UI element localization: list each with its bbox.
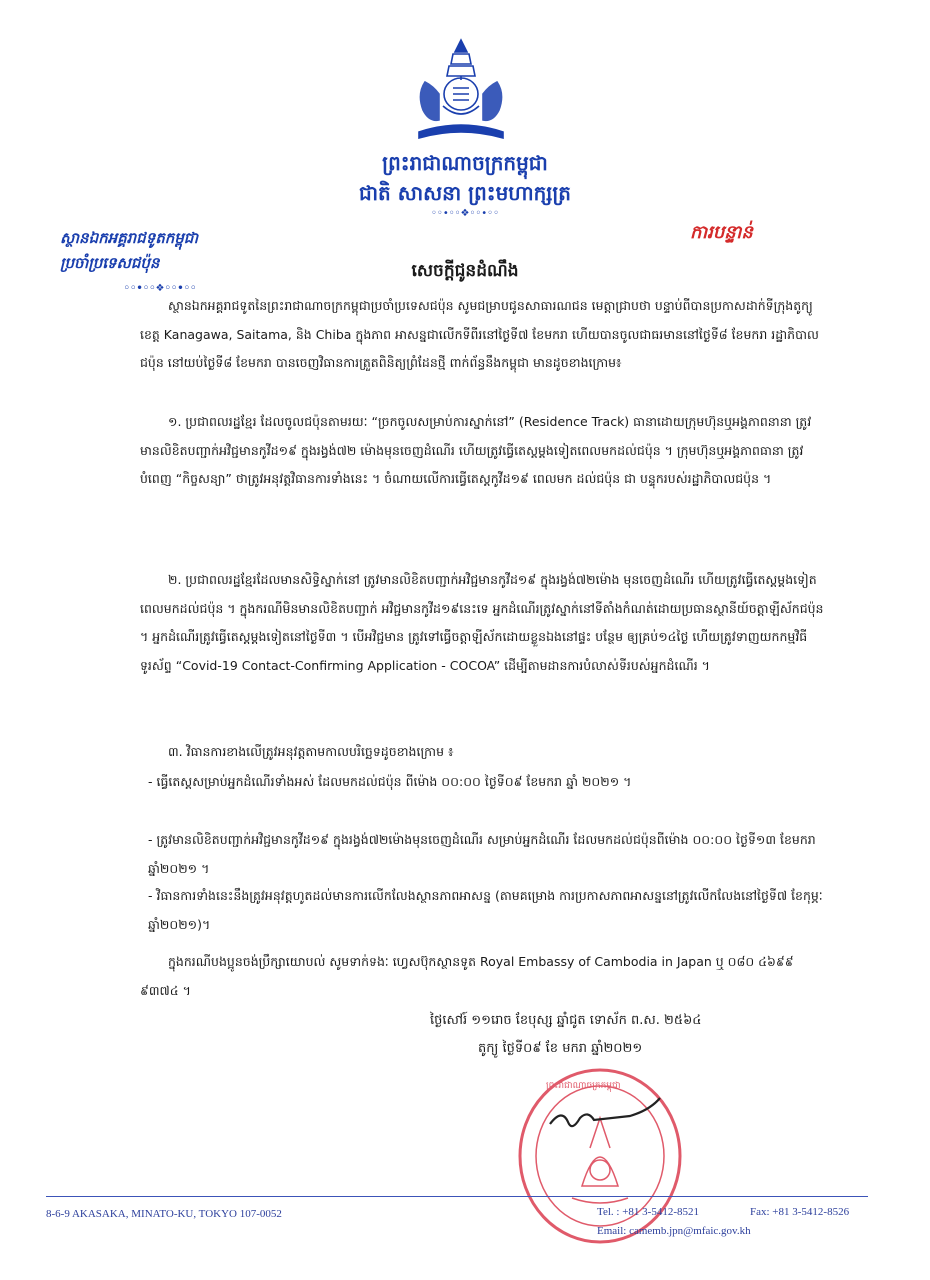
footer-email: Email: camemb.jpn@mfaic.gov.kh	[597, 1225, 751, 1237]
point-2-paragraph: ២. ប្រជាពលរដ្ឋខ្មែរដែលមានសិទ្ធិស្នាក់នៅ ត្រូវមានលិខិតបញ្ជាក់អវិជ្ជមានកូវីដ១៩ ក្នុងរង្វង់៧២ម៉ោង មុនចេញដំណើរ ហើយត្រូវធ្វើតេស្តម្តងទៀតពេលមកដល់ជប៉ុន ។ ក្នុងករណីមិនមានលិខិតបញ្ជាក់ អវិជ្ជមានកូវីដ១៩នេះទេ អ្នកដំណើរត្រូវស្នាក់នៅទីតាំងកំណត់ដោយប្រធានស្ថានីយ៍ចត្តាឡីស័កជប៉ុន ។ អ្នកដំណើរត្រូវធ្វើតេស្តម្តងទៀតនៅថ្ងៃទី៣ ។ បើអវិជ្ជមាន ត្រូវទៅធ្វើចត្តាឡីស័កដោយខ្លួនឯងនៅផ្ទះ បន្ថែម ឲ្យគ្រប់១៤ថ្ងៃ ហើយត្រូវទាញយកកម្មវិធីទូរស័ព្ទ “Covid-19 Contact-Confirming Application - COCOA” ដើម្បីតាមដានការបំលាស់ទីរបស់អ្នកដំណើរ ។	[140, 572, 824, 673]
footer-address: 8-6-9 AKASAKA, MINATO-KU, TOKYO 107-0052	[46, 1208, 282, 1220]
point-3-item-3: - វិធានការទាំងនេះនឹងត្រូវអនុវត្តហូតដល់មានការលើកលែងស្ថានភាពអាសន្ន (តាមគម្រោង ការប្រកាសភាពអាសន្ននៅត្រូវលើកលែងនៅថ្ងៃទី៧ ខែកុម្ភៈ ឆ្នាំ២០២១)។	[148, 888, 823, 932]
point-3-heading: ៣. វិធានការខាងលើត្រូវអនុវត្តតាមកាលបរិច្ឆេទដូចខាងក្រោម ៖	[168, 744, 454, 759]
embassy-seal-icon	[510, 1058, 690, 1248]
sender-name: ស្ថានឯកអគ្គរាជទូតកម្ពុជា	[60, 229, 199, 247]
kingdom-title: ព្រះរាជាណាចក្រកម្ពុជា	[382, 151, 548, 175]
point-3-item-1: - ធ្វើតេស្តសម្រាប់អ្នកដំណើរទាំងអស់ ដែលមកដល់ជប៉ុន ពីម៉ោង ០០:០០ ថ្ងៃទី០៩ ខែមករា ឆ្នាំ ២០២១ ។	[148, 774, 632, 789]
footer-fax: Fax: +81 3-5412-8526	[750, 1206, 850, 1218]
urgent-label: ការបន្ទាន់	[690, 222, 753, 243]
point-3-item-2: - ត្រូវមានលិខិតបញ្ជាក់អវិជ្ជមានកូវីដ១៩ ក្នុងរង្វង់៧២ម៉ោងមុនចេញដំណើរ សម្រាប់អ្នកដំណើរ ដែលមកដល់ជប៉ុនពីម៉ោង ០០:០០ ថ្ងៃទី១៣ ខែមករា ឆ្នាំ២០២១ ។	[148, 832, 816, 876]
contact-paragraph: ក្នុងករណីបងប្អូនចង់ប្រឹក្សាយោបល់ សូមទាក់ទងៈ ហ្វេសប៊ុកស្ថានទូត Royal Embassy of Cambodia in Japan ឬ ០៨០ ៤៦៩៩ ៩៣៧៤ ។	[140, 954, 794, 998]
footer-divider	[46, 1196, 868, 1197]
document-title: សេចក្តីជូនដំណឹង	[411, 261, 519, 281]
point-1-paragraph: ១. ប្រជាពលរដ្ឋខ្មែរ ដែលចូលជប៉ុនតាមរយៈ “ច្រកចូលសម្រាប់ការស្នាក់នៅ” (Residence Track) ធានាដោយក្រុមហ៊ុនឬអង្គភាពនានា ត្រូវមានលិខិតបញ្ជាក់អវិជ្ជមានកូវីដ១៩ ក្នុងរង្វង់៧២ ម៉ោងមុនចេញដំណើរ ហើយត្រូវធ្វើតេស្តម្តងទៀតពេលមកដល់ជប៉ុន ។ ក្រុមហ៊ុនឬអង្គភាពធានា ត្រូវបំពេញ “កិច្ចសន្យា” ថាត្រូវអនុវត្តវិធានការទាំងនេះ ។ ចំណាយលើការធ្វើតេស្តកូវីដ១៩ ពេលមក ដល់ជប៉ុន ជា បន្ទុករបស់រដ្ឋាភិបាលជប៉ុន ។	[140, 414, 812, 486]
header-ornament: ◦◦•◦◦❖◦◦•◦◦	[431, 208, 499, 219]
svg-text:ព្រះរាជាណាចក្រកម្ពុជា: ព្រះរាជាណាចក្រកម្ពុជា	[546, 1081, 621, 1091]
lunar-date: ថ្ងៃសៅរ៍ ១១រោច ខែបុស្ស ឆ្នាំជូត ទោស័ក ព.ស. ២៥៦៤	[430, 1013, 702, 1028]
sender-block	[60, 226, 270, 301]
footer-tel: Tel. : +81 3-5412-8521	[597, 1206, 699, 1218]
sender-ornament: ◦◦•◦◦❖◦◦•◦◦	[123, 283, 197, 294]
place-date: តូក្យូ ថ្ងៃទី០៩ ខែ មករា ឆ្នាំ២០២១	[478, 1041, 643, 1056]
royal-crest-icon	[405, 36, 517, 144]
sender-location: ប្រចាំប្រទេសជប៉ុន	[60, 254, 160, 272]
intro-paragraph: ស្ថានឯកអគ្គរាជទូតនៃព្រះរាជាណាចក្រកម្ពុជាប្រចាំប្រទេសជប៉ុន សូមជម្រាបជូនសាធារណជន មេត្តាជ្រាបថា បន្ទាប់ពីបានប្រកាសដាក់ទីក្រុងតូក្យូ ខេត្ត Kanagawa, Saitama, និង Chiba ក្នុងភាព អាសន្នជាលើកទីពីរនៅថ្ងៃទី៧ ខែមករា ហើយបានចូលជាធរមាននៅថ្ងៃទី៨ ខែមករា រដ្ឋាភិបាលជប៉ុន នៅយប់ថ្ងៃទី៨ ខែមករា បានចេញវិធានការត្រួតពិនិត្យព្រំដែនថ្មី ពាក់ព័ន្ធនឹងកម្ពុជា មានដូចខាងក្រោម៖	[140, 298, 819, 370]
national-motto: ជាតិ សាសនា ព្រះមហាក្សត្រ	[359, 181, 571, 205]
